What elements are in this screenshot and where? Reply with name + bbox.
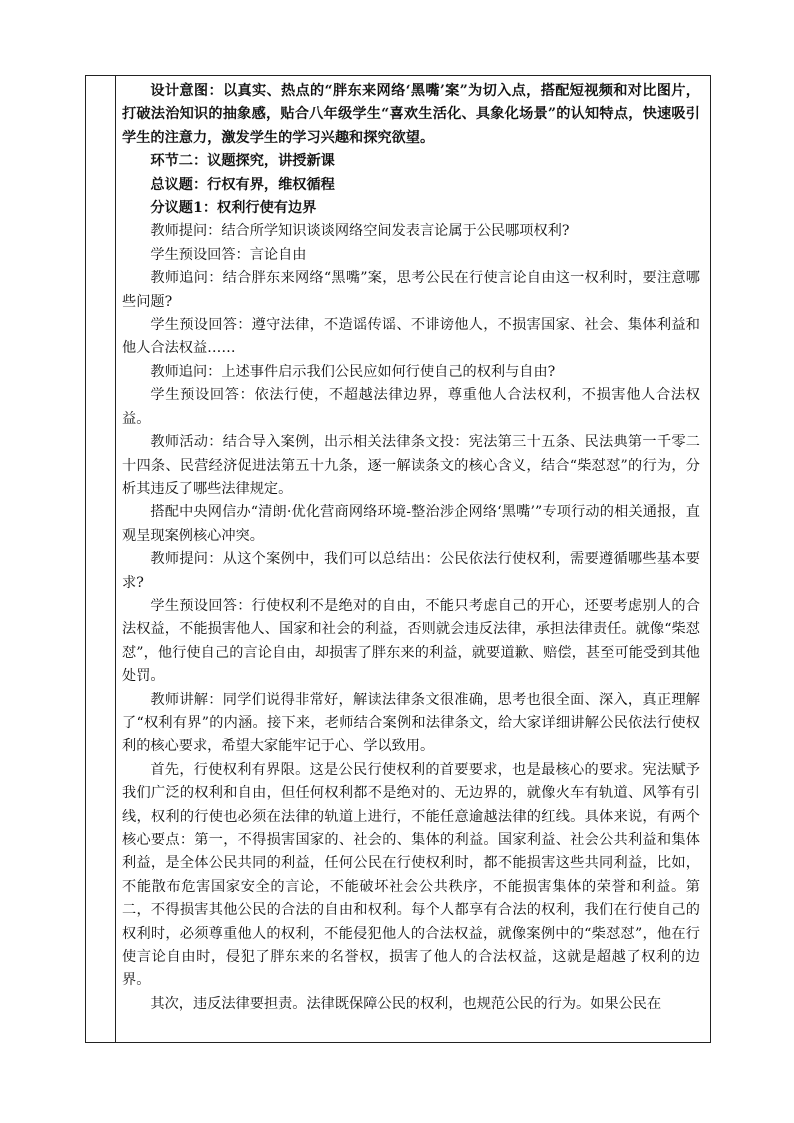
supplementary-paragraph: 搭配中央网信办“清朗·优化营商网络环境-整治涉企网络‘黑嘴’”专项行动的相关通报，直观呈现案例核心冲突。: [122, 504, 700, 544]
teacher-activity-paragraph: 教师活动：结合导入案例，出示相关法律条文投：宪法第三十五条、民法典第一千零二十四条、民营经济促进法第五十九条，逐一解读条文的核心含义，结合“柴怼怼”的行为，分析其违反了哪些法律规定。: [122, 434, 700, 497]
teacher-question-paragraph: 教师提问：结合所学知识谈谈网络空间发表言论属于公民哪项权利?: [150, 223, 570, 240]
design-intent-paragraph: 设计意图：以真实、热点的“胖东来网络‘黑嘴’案”为切入点，搭配短视频和对比图片，打破法治知识的抽象感，贴合八年级学生“喜欢生活化、具象化场景”的认知特点，快速吸引学生的注意力，激发学生的学习兴趣和探究欲望。: [122, 83, 700, 146]
first-point-paragraph: 首先，行使权利有界限。这是公民行使权利的首要要求，也是最核心的要求。宪法赋予我们广泛的权利和自由，但任何权利都不是绝对的、无边界的，就像火车有轨道、风筝有引线，权利的行使也必须在法律的轨道上进行，不能任意逾越法律的红线。具体来说，有两个核心要点：第一，不得损害国家的、社会的、集体的利益。国家利益、社会公共利益和集体利益，是全体公民共同的利益，任何公民在行使权利时，都不能损害这些共同利益，比如，不能散布危害国家安全的言论，不能破坏社会公共秩序，不能损害集体的荣誉和利益。第二，不得损害其他公民的合法的自由和权利。每个人都享有合法的权利，我们在行使自己的权利时，必须尊重他人的权利，不能侵犯他人的合法权益，就像案例中的“柴怼怼”，他在行使言论自由时，侵犯了胖东来的名誉权，损害了他人的合法权益，这就是超越了权利的边界。: [122, 761, 700, 989]
document-table: [85, 75, 711, 1043]
section-heading: 环节二：议题探究，讲授新课: [150, 153, 335, 170]
teacher-followup-paragraph: 教师追问：结合胖东来网络“黑嘴”案，思考公民在行使言论自由这一权利时，要注意哪些问题?: [122, 270, 700, 310]
student-answer-paragraph: 学生预设回答：言论自由: [150, 246, 307, 263]
left-column-cell: [86, 76, 116, 1042]
teacher-explanation-paragraph: 教师讲解：同学们说得非常好，解读法律条文很准确，思考也很全面、深入，真正理解了“权利有界”的内涵。接下来，老师结合案例和法律条文，给大家详细讲解公民依法行使权利的核心要求，希望大家能牢记于心、学以致用。: [122, 691, 700, 755]
main-topic-heading: 总议题：行权有界，维权循程: [150, 176, 335, 193]
subtopic-heading: 分议题1：权利行使有边界: [150, 200, 317, 217]
student-answer-paragraph: 学生预设回答：遵守法律，不造谣传谣、不诽谤他人，不损害国家、社会、集体利益和他人合法权益……: [122, 317, 700, 357]
teacher-followup-paragraph: 教师追问：上述事件启示我们公民应如何行使自己的权利与自由?: [150, 363, 556, 380]
second-point-paragraph: 其次，违反法律要担责。法律既保障公民的权利，也规范公民的行为。如果公民在: [150, 995, 662, 1012]
lesson-content-cell: [116, 76, 710, 1042]
student-answer-paragraph: 学生预设回答：行使权利不是绝对的自由，不能只考虑自己的开心，还要考虑别人的合法权益，不能损害他人、国家和社会的利益，否则就会违反法律，承担法律责任。就像“柴怼怼”，他行使自己的言论自由，却损害了胖东来的利益，就要道歉、赔偿，甚至可能受到其他处罚。: [122, 597, 700, 685]
student-answer-paragraph: 学生预设回答：依法行使，不超越法律边界，尊重他人合法权利，不损害他人合法权益。: [122, 387, 700, 427]
teacher-question-paragraph: 教师提问：从这个案例中，我们可以总结出：公民依法行使权利，需要遵循哪些基本要求?: [122, 551, 700, 591]
